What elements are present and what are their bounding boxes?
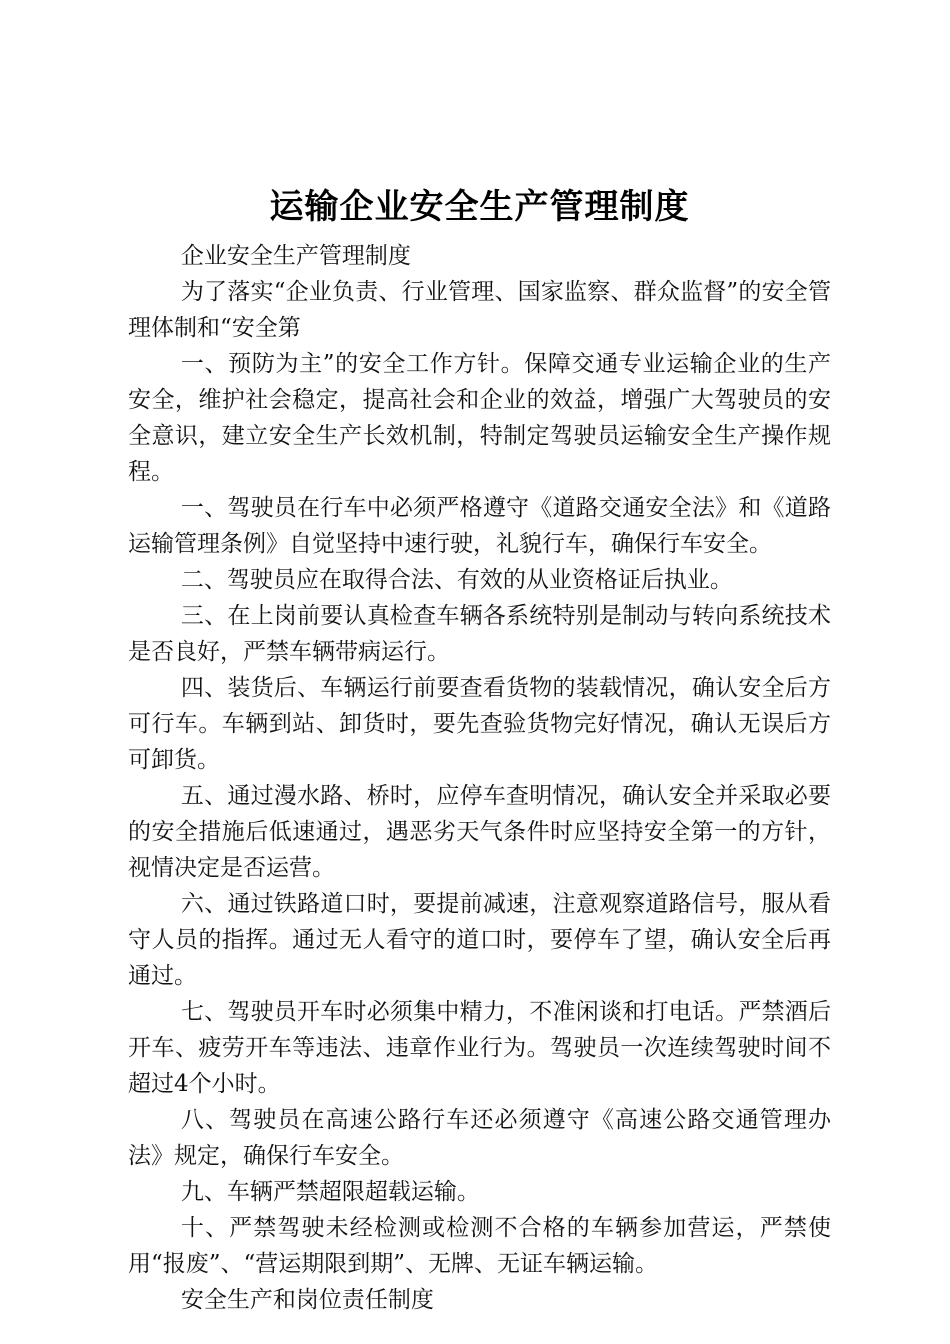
paragraph-heading: 企业安全生产管理制度 — [180, 243, 411, 269]
paragraph-rule-5: 五、通过漫水路、桥时，应停车查明情况，确认安全并采取必要的安全措施后低速通过，遇恶劣天气条件时应坚持安全第一的方针，视情决定是否运营。 — [128, 783, 831, 881]
paragraph-section-heading: 安全生产和岗位责任制度 — [180, 1287, 434, 1313]
document-title: 运输企业安全生产管理制度 — [269, 187, 690, 227]
paragraph-policy: 一、预防为主”的安全工作方针。保障交通专业运输企业的生产安全，维护社会稳定，提高社会和企业的效益，增强广大驾驶员的安全意识，建立安全生产长效机制，特制定驾驶员运输安全生产操作规程。 — [128, 351, 831, 485]
paragraph-rule-7: 七、驾驶员开车时必须集中精力，不准闲谈和打电话。严禁酒后开车、疲劳开车等违法、违章作业行为。驾驶员一次连续驾驶时间不超过4个小时。 — [128, 999, 831, 1097]
paragraph-rule-3: 三、在上岗前要认真检查车辆各系统特别是制动与转向系统技术是否良好，严禁车辆带病运行。 — [128, 603, 831, 665]
paragraph-rule-8: 八、驾驶员在高速公路行车还必须遵守《高速公路交通管理办法》规定，确保行车安全。 — [128, 1107, 831, 1169]
document-page — [128, 180, 831, 1318]
paragraph-rule-10: 十、严禁驾驶未经检测或检测不合格的车辆参加营运，严禁使用“报废”、“营运期限到期”、无牌、无证车辆运输。 — [128, 1215, 831, 1277]
paragraph-rule-9: 九、车辆严禁超限超载运输。 — [180, 1179, 480, 1205]
paragraph-rule-4: 四、装货后、车辆运行前要查看货物的装载情况，确认安全后方可行车。车辆到站、卸货时，要先查验货物完好情况，确认无误后方可卸货。 — [128, 675, 831, 773]
paragraph-intro: 为了落实“企业负责、行业管理、国家监察、群众监督”的安全管理体制和“安全第 — [128, 279, 831, 341]
paragraph-rule-2: 二、驾驶员应在取得合法、有效的从业资格证后执业。 — [180, 567, 733, 593]
paragraph-rule-6: 六、通过铁路道口时，要提前减速，注意观察道路信号，服从看守人员的指挥。通过无人看守的道口时，要停车了望，确认安全后再通过。 — [128, 891, 831, 989]
paragraph-rule-1: 一、驾驶员在行车中必须严格遵守《道路交通安全法》和《道路运输管理条例》自觉坚持中速行驶，礼貌行车，确保行车安全。 — [128, 495, 831, 557]
